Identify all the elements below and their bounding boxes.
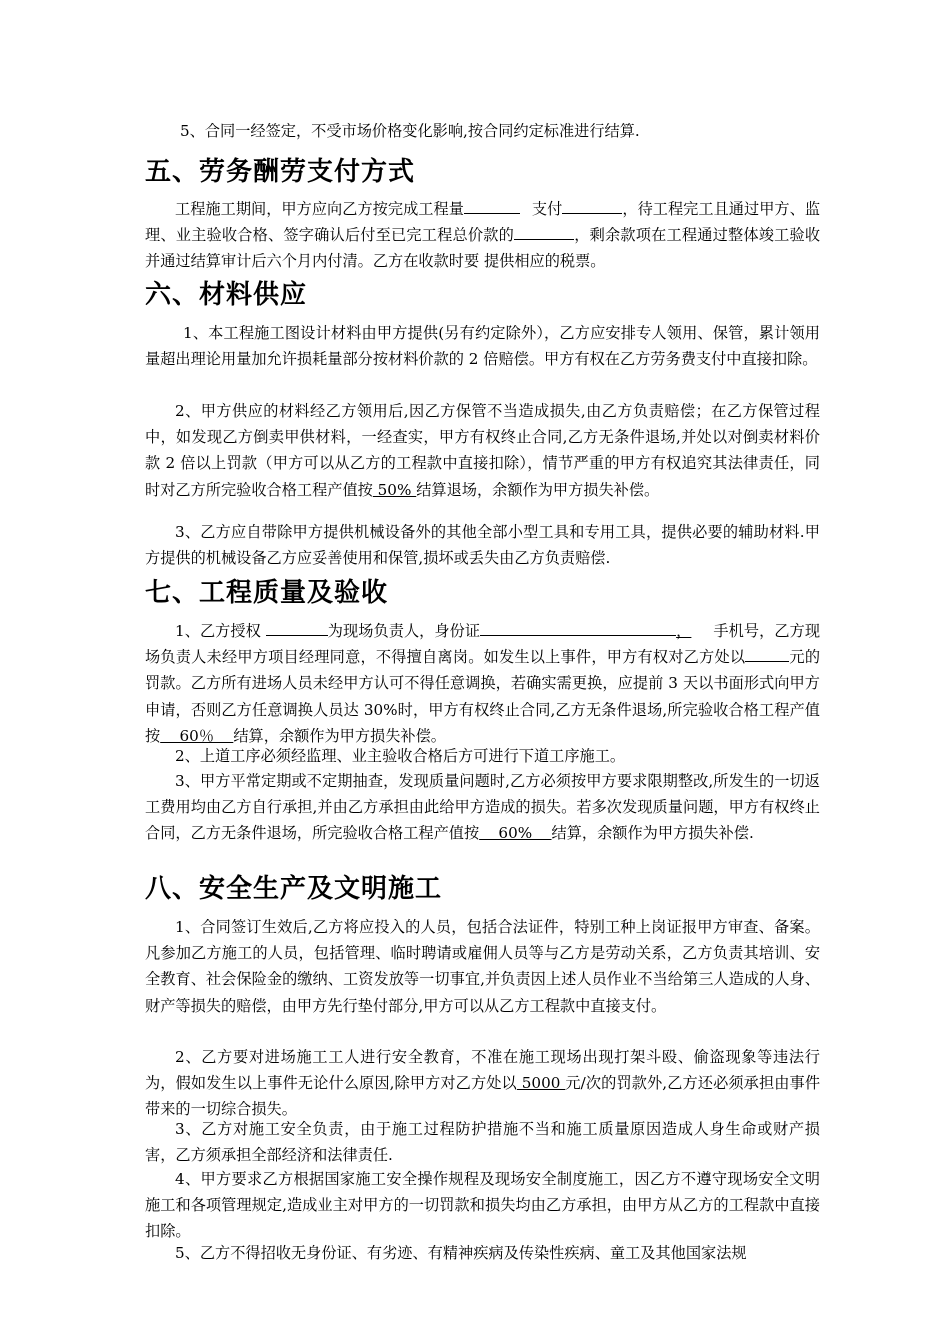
settlement-percentage: 60% [479,824,552,843]
blank-quantity [464,198,520,214]
clause-7-3 [145,768,820,847]
clause-7-1 [145,618,820,749]
clause-text: 结算退场，余额作为甲方损失补偿。 [416,480,660,499]
clause-text: 支付 [531,200,563,218]
clause-text: ，乙方现场负责人未经甲方项目经理同意，不得擅自离岗。如发生以上事件，甲方有权对乙方处以 [145,622,821,667]
blank-id-number [480,620,676,636]
clause-text: 工程施工期间，甲方应向乙方按完成工程量 [175,200,464,218]
clause-text: 结算，余额作为甲方损失补偿。 [233,726,446,745]
clause-6-2 [145,398,820,503]
clause-7-2: 2、上道工序必须经监理、业主验收合格后方可进行下道工序施工。 [175,747,626,765]
clause-text: ， [676,622,692,640]
clause-text: ，剩余款项在工程通过整体竣工验收并通过结算审计后六个月内付清。乙方在收款时要 提供相应的税票。 [145,226,820,271]
settlement-percentage: 50% [372,480,417,499]
blank-percentage [514,224,574,240]
clause-text: ，待工程完工且通过甲方、监理、业主验收合格、签字确认后付至已完工程总价款的 [145,200,821,245]
clause-6-1: 1、本工程施工图设计材料由甲方提供(另有约定除外），乙方应安排专人领用、保管，累计领用量超出理论用量加允许损耗量部分按材料价款的 2 倍赔偿。甲方有权在乙方劳务费支付中直接扣除。 [145,324,820,369]
clause-text: 元/次的罚款外,乙方还必须承担由事件带来的一切综合损失。 [145,1074,821,1119]
clause-text: 为现场负责人，身份证 [327,622,481,640]
clause-8-1: 1、合同签订生效后,乙方将应投入的人员，包括合法证件，特别工种上岗证报甲方审查、备案。凡参加乙方施工的人员，包括管理、临时聘请或雇佣人员等与乙方是劳动关系，乙方负责其培训、安全教育、社会保险金的缴纳、工资发放等一切事宜,并负责因上述人员作业不当给第三人造成的人身、财产等损失的赔偿，由甲方先行垫付部分,甲方可以从乙方工程款中直接支付。 [145,918,820,1015]
clause-text: 元的罚款。乙方所有进场人员未经甲方认可不得任意调换，若确实需更换，应提前 3 天以书面形式向甲方申请，否则乙方任意调换人员达 30%时，甲方有权终止合同,乙方无条件退场,所完验收合格工程产值按 [145,648,821,745]
blank-fine-amount [745,646,789,662]
clause-8-2 [145,1044,820,1123]
fine-amount: 5000 [516,1074,566,1093]
clause-8-5: 5、乙方不得招收无身份证、有劣迹、有精神疾病及传染性疾病、童工及其他国家法规 [175,1244,747,1262]
section-title-quality: 七、工程质量及验收 [145,578,389,608]
section-title-payment: 五、劳务酬劳支付方式 [145,157,416,187]
section-title-materials: 六、材料供应 [145,280,308,310]
clause-text: 1、乙方授权 [175,622,266,640]
clause-4-5 [180,118,820,144]
clause-8-4: 4、甲方要求乙方根据国家施工安全操作规程及现场安全制度施工，因乙方不遵守现场安全文明施工和各项管理规定,造成业主对甲方的一切罚款和损失均由乙方承担，由甲方从乙方的工程款中直接扣除。 [145,1170,820,1241]
clause-text: 5、合同一经签定，不受市场价格变化影响,按合同约定标准进行结算. [180,122,640,140]
clause-text: 3、甲方平常定期或不定期抽查，发现质量问题时,乙方必须按甲方要求限期整改,所发生的一切返工费用均由乙方自行承担,并由乙方承担由此给甲方造成的损失。若多次发现质量问题，甲方有权终止合同，乙方无条件退场，所完验收合格工程产值按 [145,772,820,843]
settlement-percentage: 60％ [160,726,234,745]
clause-text: 结算，余额作为甲方损失补偿. [551,824,754,843]
clause-5-1 [145,196,820,275]
blank-site-manager [266,620,328,636]
section-title-safety: 八、安全生产及文明施工 [145,874,443,904]
clause-text: 手机号 [713,622,760,640]
clause-text: 2、甲方供应的材料经乙方领用后,因乙方保管不当造成损失,由乙方负责赔偿；在乙方保管过程中，如发现乙方倒卖甲供材料，一经查实，甲方有权终止合同,乙方无条件退场,并处以对倒卖材料价款 2 倍以上罚款（甲方可以从乙方的工程款中直接扣除），情节严重的甲方有权追究其法律责任，同时对乙方所完验收合格工程产值按 [145,402,820,499]
clause-8-3: 3、乙方对施工安全负责，由于施工过程防护措施不当和施工质量原因造成人身生命或财产损害，乙方须承担全部经济和法律责任. [145,1120,820,1165]
blank-payment [562,198,622,214]
clause-6-3: 3、乙方应自带除甲方提供机械设备外的其他全部小型工具和专用工具，提供必要的辅助材料.甲方提供的机械设备乙方应妥善使用和保管,损坏或丢失由乙方负责赔偿. [145,523,820,568]
clause-text: 2、乙方要对进场施工工人进行安全教育，不准在施工现场出现打架斗殴、偷盗现象等违法行为，假如发生以上事件无论什么原因,除甲方对乙方处以 [145,1048,820,1093]
